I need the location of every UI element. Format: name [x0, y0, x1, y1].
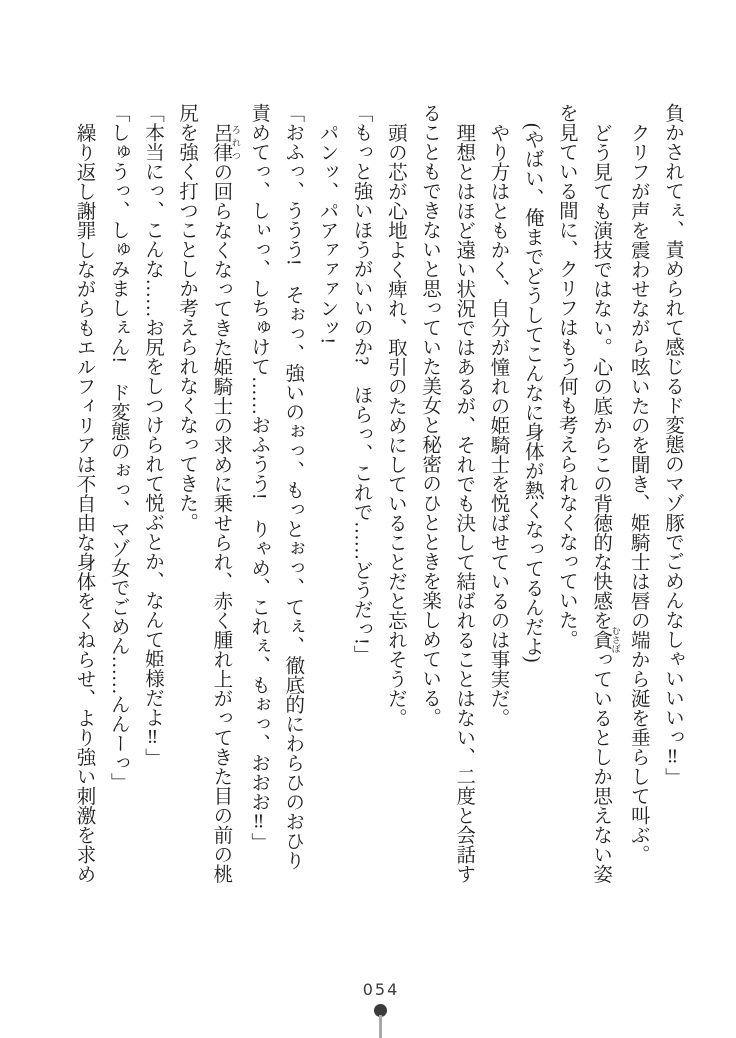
- paragraph: やり方はともかく、自分が憧れの姫騎士を悦ばせているのは事実だ。: [487, 122, 509, 727]
- paragraph: 「おふっ、ううう! そぉっ、強いのぉっ、もっとぉっ、てぇ、徹底的にわらひのおひり責めてっ、しぃっ、しちゅけて……おふうう! りゃめ、これぇ、もぉっ、おおお‼」: [248, 103, 304, 870]
- furigana: 貪 むさぼ: [590, 625, 621, 653]
- furigana: 呂律 ろれつ: [210, 122, 241, 162]
- paragraph: 呂律 ろれつの回らなくなってきた姫騎士の求めに乗せられ、赤く腫れ上がってきた目の前の桃尻を強く打つことしか考えられなくなってきた。: [176, 103, 241, 883]
- paragraph: 負かされてぇ、責められて感じるド変態のマゾ豚でごめんなしゃいいいっ‼」: [662, 103, 683, 787]
- paragraph: パンッ、パアァァァンッ!: [316, 122, 338, 344]
- page-number: 054: [362, 980, 400, 999]
- marker-stem-line: [379, 1015, 382, 1038]
- paragraph: クリフが声を震わせながら呟いたのを聞き、姫騎士は唇の端から涎を垂らして叫ぶ。: [627, 122, 649, 864]
- paragraph: 「本当にっ、こんな……お尻をしつけられて悦ぶとか、なんて姫様だよ‼」: [141, 103, 163, 768]
- paragraph: 理想とはほど遠い状況ではあるが、それでも決して結ばれることはない、二度と会話することもできないと思っていた美女と秘密のひとときを楽しめている。: [419, 103, 475, 883]
- paragraph: 繰り返し謝罪しながらもエルフィリアは不自由な身体をくねらせ、より強い刺激を求め: [73, 122, 95, 883]
- paragraph: どう見ても演技ではない。心の底からこの背徳的な快感を貪 むさぼっているとしか思えない姿を見ている間に、クリフはもう何も考えられなくなっていた。: [555, 103, 621, 883]
- paragraph: 頭の芯が心地よく痺れ、取引のためにしていることだと忘れそうだ。: [384, 122, 406, 727]
- text-body: [73, 103, 689, 887]
- marker-dot-icon: [374, 1004, 387, 1017]
- paragraph: 「もっと強いほうがいいのか? ほらっ、これで……どうだっ!」: [350, 103, 372, 665]
- paragraph: 「しゅうっ、しゅみましぇん! ド変態のぉっ、マゾ女でごめん……んんーっ」: [107, 103, 129, 792]
- paragraph: (やばい、俺までどうしてこんなに身体が熱くなってるんだよ): [521, 122, 543, 662]
